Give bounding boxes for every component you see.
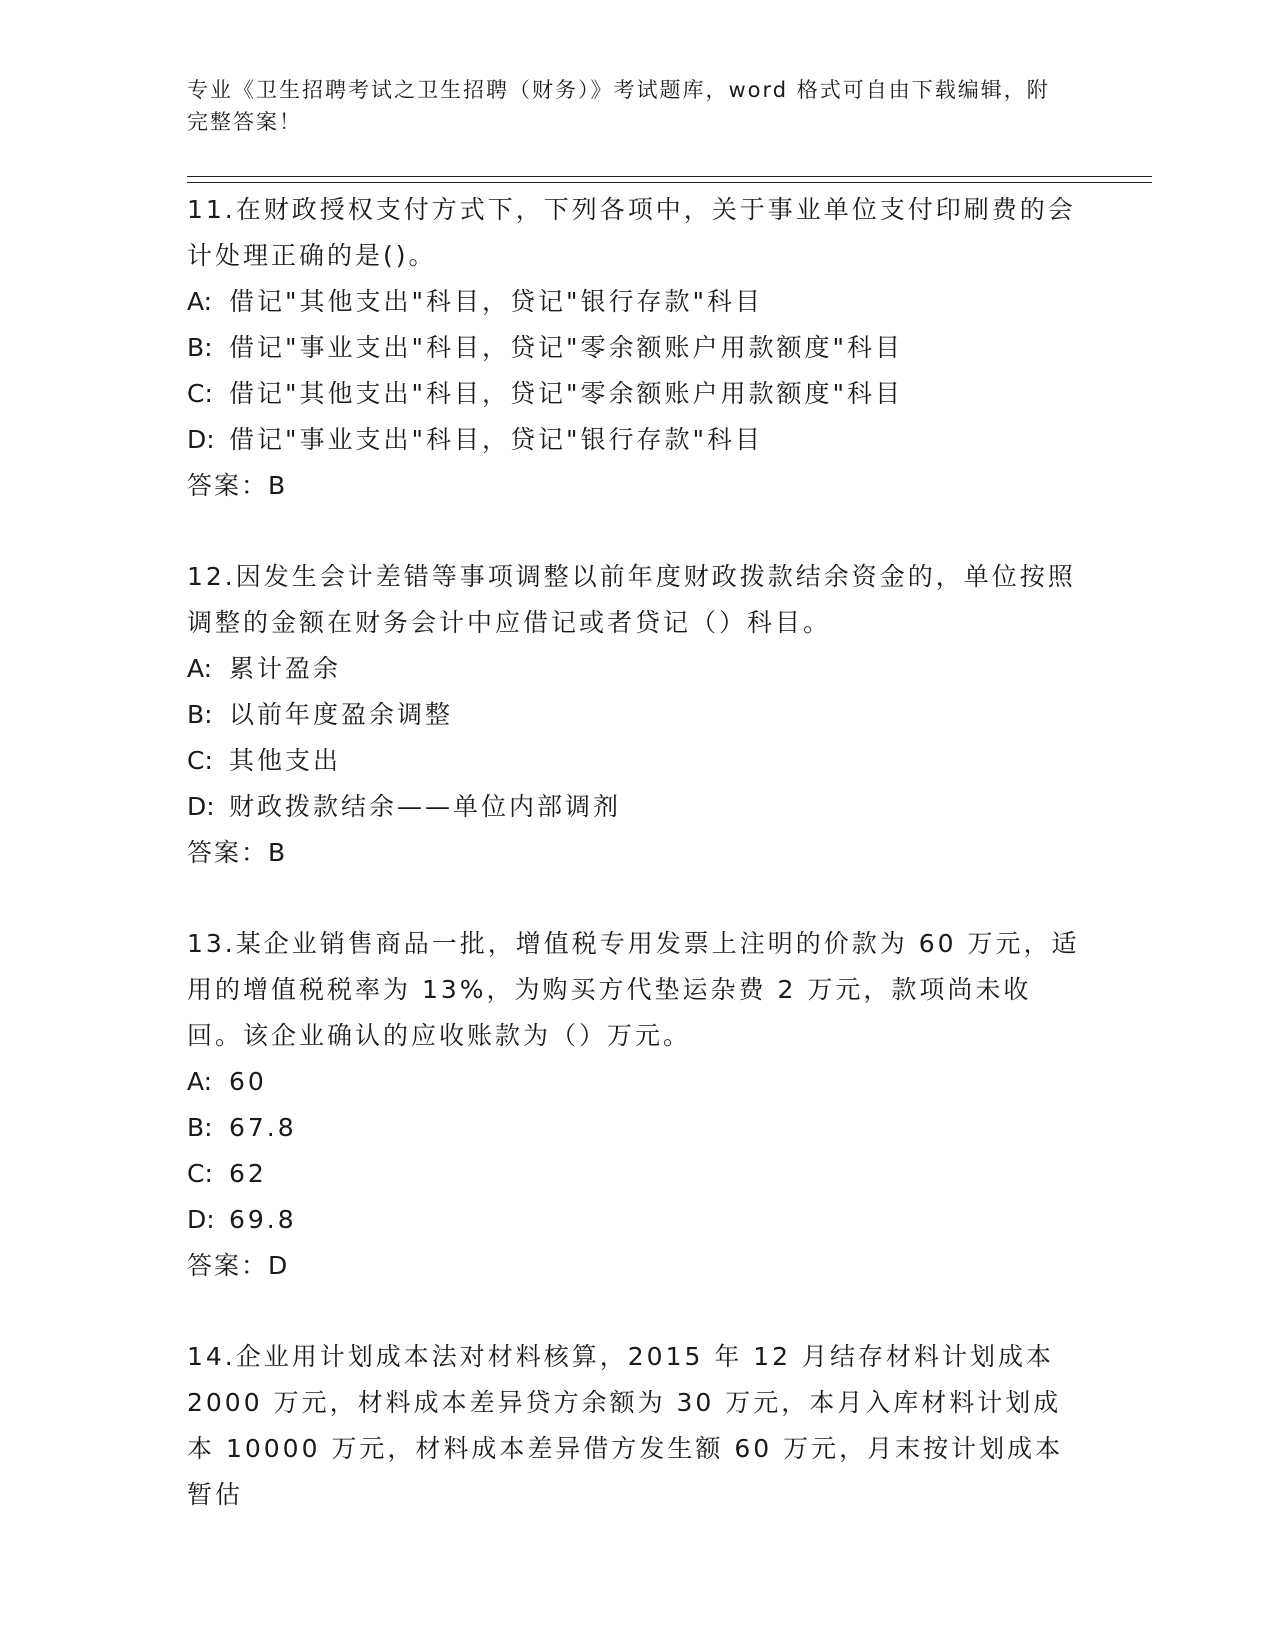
- question-list: [187, 187, 1087, 1563]
- option-key: D:: [187, 425, 215, 454]
- option-key: D:: [187, 792, 215, 821]
- option-key: C:: [187, 379, 213, 408]
- option-text: 67.8: [229, 1113, 297, 1142]
- option-text: 借记"事业支出"科目，贷记"零余额账户用款额度"科目: [229, 333, 903, 362]
- question-14: [187, 1334, 1087, 1518]
- option-a: [187, 279, 1087, 325]
- header-divider-bottom: [187, 182, 1152, 183]
- option-a: [187, 646, 1087, 692]
- question-13: [187, 921, 1087, 1289]
- option-c: [187, 1151, 1087, 1197]
- option-text: 借记"其他支出"科目，贷记"银行存款"科目: [229, 287, 763, 316]
- option-key: C:: [187, 1159, 213, 1188]
- question-stem: 12.因发生会计差错等事项调整以前年度财政拨款结余资金的，单位按照调整的金额在财务会计中应借记或者贷记（）科目。: [187, 562, 1076, 637]
- option-c: [187, 738, 1087, 784]
- question-11: [187, 187, 1087, 509]
- option-key: A:: [187, 654, 213, 683]
- option-key: D:: [187, 1205, 215, 1234]
- option-text: 借记"事业支出"科目，贷记"银行存款"科目: [229, 425, 763, 454]
- option-d: [187, 1197, 1087, 1243]
- answer-text: 答案：D: [187, 1251, 290, 1280]
- option-d: [187, 784, 1087, 830]
- option-text: 以前年度盈余调整: [229, 700, 454, 729]
- question-stem: 14.企业用计划成本法对材料核算，2015 年 12 月结存材料计划成本 2000 万元，材料成本差异贷方余额为 30 万元，本月入库材料计划成本 10000 万元，材料成本差异借方发生额 60 万元，月末按计划成本暂估: [187, 1342, 1064, 1509]
- option-b: [187, 692, 1087, 738]
- question-12: [187, 554, 1087, 876]
- question-stem: 13.某企业销售商品一批，增值税专用发票上注明的价款为 60 万元，适用的增值税税率为 13%，为购买方代垫运杂费 2 万元，款项尚未收回。该企业确认的应收账款为（）万元。: [187, 929, 1080, 1050]
- header-divider-top: [187, 176, 1152, 177]
- option-c: [187, 371, 1087, 417]
- option-a: [187, 1059, 1087, 1105]
- option-key: A:: [187, 1067, 213, 1096]
- option-text: 累计盈余: [229, 654, 342, 683]
- option-b: [187, 1105, 1087, 1151]
- document-title: 专业《卫生招聘考试之卫生招聘（财务）》考试题库，word 格式可自由下载编辑，附完整答案！: [187, 78, 1050, 134]
- option-text: 60: [229, 1067, 267, 1096]
- option-text: 借记"其他支出"科目，贷记"零余额账户用款额度"科目: [229, 379, 903, 408]
- answer-text: 答案：B: [187, 838, 288, 867]
- answer-text: 答案：B: [187, 471, 288, 500]
- option-key: B:: [187, 333, 213, 362]
- question-stem: 11.在财政授权支付方式下，下列各项中，关于事业单位支付印刷费的会计处理正确的是()。: [187, 195, 1076, 270]
- option-key: C:: [187, 746, 213, 775]
- option-text: 62: [229, 1159, 267, 1188]
- option-key: A:: [187, 287, 213, 316]
- option-key: B:: [187, 1113, 213, 1142]
- option-d: [187, 417, 1087, 463]
- option-b: [187, 325, 1087, 371]
- document-header: [187, 74, 1067, 138]
- option-text: 财政拨款结余——单位内部调剂: [229, 792, 622, 821]
- option-text: 其他支出: [229, 746, 342, 775]
- option-key: B:: [187, 700, 213, 729]
- option-text: 69.8: [229, 1205, 297, 1234]
